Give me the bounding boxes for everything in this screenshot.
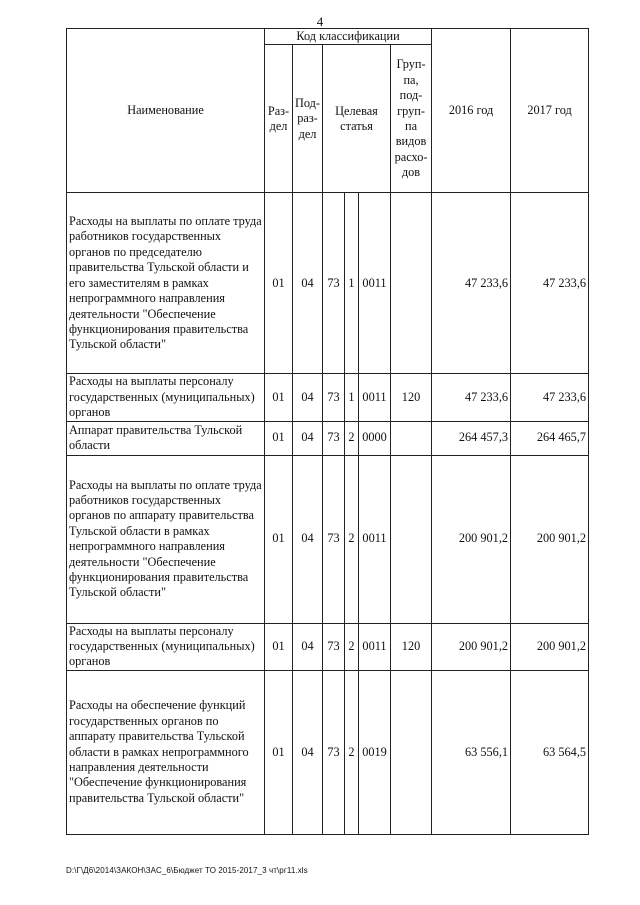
row-value-2017: 47 233,6 <box>511 193 589 374</box>
header-razdel: Раз- дел <box>265 45 293 193</box>
row-podrazdel: 04 <box>293 193 323 374</box>
row-cs-direction: 0011 <box>359 455 391 623</box>
row-value-2017: 63 564,5 <box>511 670 589 834</box>
row-cs-program: 73 <box>323 193 345 374</box>
header-podrazdel: Под- раз- дел <box>293 45 323 193</box>
row-cs-direction: 0011 <box>359 193 391 374</box>
row-cs-subprogram: 2 <box>345 670 359 834</box>
row-value-2016: 200 901,2 <box>432 455 511 623</box>
row-value-2017: 200 901,2 <box>511 455 589 623</box>
row-vid-rashodov: 120 <box>391 623 432 670</box>
header-name: Наименование <box>67 29 265 193</box>
row-razdel: 01 <box>265 421 293 455</box>
row-name: Расходы на обеспечение функций государственных органов по аппарату правительства Тульской области в рамках непрограммного направления деятельности "Обеспечение функционирования правительства Тульской области" <box>67 670 265 834</box>
header-vid-rashodov: Груп- па, под- груп- па видов расхо- дов <box>391 45 432 193</box>
row-cs-subprogram: 2 <box>345 421 359 455</box>
row-cs-direction: 0011 <box>359 623 391 670</box>
row-value-2016: 63 556,1 <box>432 670 511 834</box>
row-name: Расходы на выплаты по оплате труда работников государственных органов по аппарату правительства Тульской области в рамках непрограммного направления деятельности "Обеспечение функционирования правительства Тульской области" <box>67 455 265 623</box>
row-cs-program: 73 <box>323 670 345 834</box>
row-vid-rashodov <box>391 421 432 455</box>
row-value-2016: 47 233,6 <box>432 193 511 374</box>
row-razdel: 01 <box>265 455 293 623</box>
row-value-2017: 200 901,2 <box>511 623 589 670</box>
row-cs-subprogram: 2 <box>345 455 359 623</box>
row-cs-direction: 0000 <box>359 421 391 455</box>
row-cs-direction: 0019 <box>359 670 391 834</box>
row-razdel: 01 <box>265 193 293 374</box>
row-value-2017: 264 465,7 <box>511 421 589 455</box>
row-cs-subprogram: 2 <box>345 623 359 670</box>
row-cs-direction: 0011 <box>359 374 391 421</box>
row-podrazdel: 04 <box>293 455 323 623</box>
table-row <box>67 623 589 670</box>
row-name: Расходы на выплаты персоналу государственных (муниципальных) органов <box>67 374 265 421</box>
table-row <box>67 421 589 455</box>
row-podrazdel: 04 <box>293 623 323 670</box>
row-cs-program: 73 <box>323 623 345 670</box>
row-cs-subprogram: 1 <box>345 374 359 421</box>
row-vid-rashodov <box>391 670 432 834</box>
row-name: Расходы на выплаты по оплате труда работников государственных органов по председателю правительства Тульской области и его заместителям в рамках непрограммного направления деятельности "Обеспечение функционирования правительства Тульской области" <box>67 193 265 374</box>
header-year-2016: 2016 год <box>432 29 511 193</box>
row-podrazdel: 04 <box>293 421 323 455</box>
row-razdel: 01 <box>265 374 293 421</box>
row-razdel: 01 <box>265 623 293 670</box>
file-path-footer: D:\Г\Д6\2014\ЗАКОН\ЗАС_6\Бюджет ТО 2015-2017_3 чт\рг11.xls <box>66 866 308 875</box>
row-vid-rashodov: 120 <box>391 374 432 421</box>
page-number: 4 <box>316 14 324 29</box>
row-vid-rashodov <box>391 455 432 623</box>
row-podrazdel: 04 <box>293 374 323 421</box>
table-row <box>67 455 589 623</box>
table-row <box>67 670 589 834</box>
header-celevaya-statya: Целевая статья <box>323 45 391 193</box>
row-cs-subprogram: 1 <box>345 193 359 374</box>
row-podrazdel: 04 <box>293 670 323 834</box>
row-cs-program: 73 <box>323 421 345 455</box>
header-year-2017: 2017 год <box>511 29 589 193</box>
row-razdel: 01 <box>265 670 293 834</box>
table-header <box>67 29 589 193</box>
row-value-2016: 47 233,6 <box>432 374 511 421</box>
row-value-2016: 200 901,2 <box>432 623 511 670</box>
row-cs-program: 73 <box>323 374 345 421</box>
table-body <box>67 193 589 834</box>
budget-table <box>66 28 589 835</box>
row-value-2016: 264 457,3 <box>432 421 511 455</box>
row-name: Расходы на выплаты персоналу государственных (муниципальных) органов <box>67 623 265 670</box>
table-row <box>67 374 589 421</box>
header-classification: Код классификации <box>265 29 432 45</box>
row-value-2017: 47 233,6 <box>511 374 589 421</box>
row-name: Аппарат правительства Тульской области <box>67 421 265 455</box>
table-row <box>67 193 589 374</box>
row-cs-program: 73 <box>323 455 345 623</box>
row-vid-rashodov <box>391 193 432 374</box>
